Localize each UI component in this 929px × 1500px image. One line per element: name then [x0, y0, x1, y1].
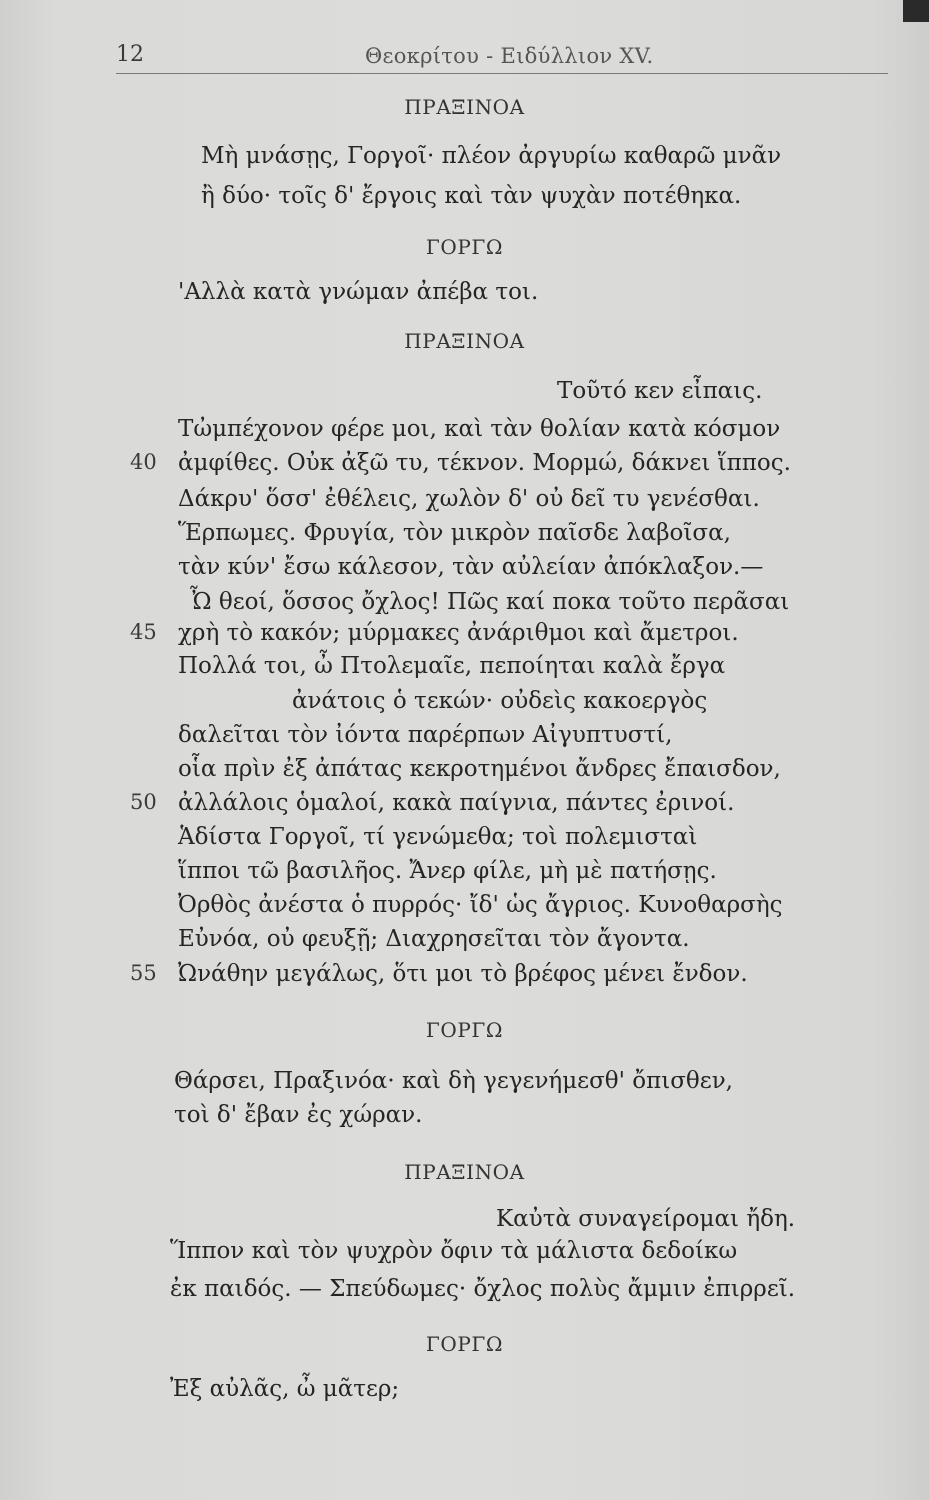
- verse-text: Πολλά τοι, ὦ Πτολεμαῖε, πεποίηται καλὰ ἔργα: [178, 653, 726, 679]
- verse-text: Εὐνόα, οὐ φευξῇ; Διαχρησεῖται τὸν ἄγοντα.: [178, 926, 690, 952]
- verse-text: δαλεῖται τὸν ἰόντα παρέρπων Αἰγυπτυστί,: [178, 722, 673, 748]
- verse-text: ἵπποι τῶ βασιλῆος. Ἄνερ φίλε, μὴ μὲ πατήσῃς.: [178, 858, 717, 884]
- verse-text: Ὀρθὸς ἀνέστα ὁ πυρρός· ἴδ' ὡς ἄγριος. Κυνοθαρσὴς: [178, 892, 783, 918]
- header-rule: [116, 73, 888, 74]
- verse-text: Τοῦτό κεν εἶπαις.: [557, 378, 763, 404]
- verse-text: Τὠμπέχονον φέρε μοι, καὶ τὰν θολίαν κατὰ κόσμον: [178, 416, 781, 442]
- line-number: 55: [130, 961, 157, 985]
- verse-text: Θάρσει, Πραξινόα· καὶ δὴ γεγενήμεσθ' ὄπισθεν,: [174, 1068, 733, 1094]
- verse-text: Δάκρυ' ὅσσ' ἐθέλεις, χωλὸν δ' οὐ δεῖ τυ γενέσθαι.: [178, 486, 760, 512]
- speaker-gorgo: ΓΟΡΓΩ: [425, 1018, 504, 1042]
- verse-text: Ἁδίστα Γοργοῖ, τί γενώμεθα; τοὶ πολεμισταὶ: [178, 824, 698, 850]
- verse-text: ἐκ παιδός. — Σπεύδωμες· ὄχλος πολὺς ἄμμιν ἐπιρρεῖ.: [170, 1276, 796, 1302]
- verse-text: 'Αλλὰ κατὰ γνώμαν ἀπέβα τοι.: [178, 279, 539, 305]
- verse-text: τὰν κύν' ἔσω κάλεσον, τὰν αὐλείαν ἀπόκλαξον.—: [178, 554, 764, 580]
- line-number: 45: [130, 620, 157, 644]
- speaker-praxinoa: ΠΡΑΞΙΝΟΑ: [404, 1160, 525, 1184]
- line-number: 50: [130, 790, 157, 814]
- verse-text: χρὴ τὸ κακόν; μύρμακες ἀνάριθμοι καὶ ἄμετροι.: [178, 620, 739, 646]
- verse-text: Ἐξ αὐλᾶς, ὦ μᾶτερ;: [170, 1376, 400, 1402]
- verse-text: ἀνάτοις ὁ τεκών· οὐδεὶς κακοεργὸς: [292, 688, 708, 714]
- page-header: [0, 0, 929, 90]
- verse-text: Ἵππον καὶ τὸν ψυχρὸν ὄφιν τὰ μάλιστα δεδοίκω: [170, 1238, 738, 1264]
- verse-text: Καὐτὰ συναγείρομαι ἤδη.: [496, 1206, 796, 1232]
- verse-text: Ὠνάθην μεγάλως, ὅτι μοι τὸ βρέφος μένει ἔνδον.: [178, 961, 748, 987]
- verse-text: ἀλλάλοις ὁμαλοί, κακὰ παίγνια, πάντες ἐρινοί.: [178, 790, 735, 816]
- speaker-praxinoa: ΠΡΑΞΙΝΟΑ: [404, 95, 525, 119]
- verse-text: οἷα πρὶν ἐξ ἀπάτας κεκροτημένοι ἄνδρες ἔπαισδον,: [178, 756, 781, 782]
- running-title: Θεοκρίτου - Ειδύλλιον XV.: [365, 44, 654, 68]
- speaker-praxinoa: ΠΡΑΞΙΝΟΑ: [404, 329, 525, 353]
- line-number: 40: [130, 450, 157, 474]
- verse-text: Μὴ μνάσῃς, Γοργοῖ· πλέον ἀργυρίω καθαρῶ μνᾶν: [201, 143, 782, 169]
- page-number: 12: [116, 42, 144, 67]
- verse-text: ἀμφίθες. Οὐκ ἀξῶ τυ, τέκνον. Μορμώ, δάκνει ἵππος.: [178, 450, 791, 476]
- speaker-gorgo: ΓΟΡΓΩ: [425, 1332, 504, 1356]
- speaker-gorgo: ΓΟΡΓΩ: [425, 235, 504, 259]
- verse-text: Ἕρπωμες. Φρυγία, τὸν μικρὸν παῖσδε λαβοῖσα,: [178, 520, 731, 546]
- verse-text: Ὦ θεοί, ὅσσος ὄχλος! Πῶς καί ποκα τοῦτο περᾶσαι: [190, 589, 790, 615]
- verse-text: τοὶ δ' ἔβαν ἐς χώραν.: [174, 1102, 423, 1128]
- verse-text: ἢ δύο· τοῖς δ' ἔργοις καὶ τὰν ψυχὰν ποτέθηκα.: [201, 183, 742, 209]
